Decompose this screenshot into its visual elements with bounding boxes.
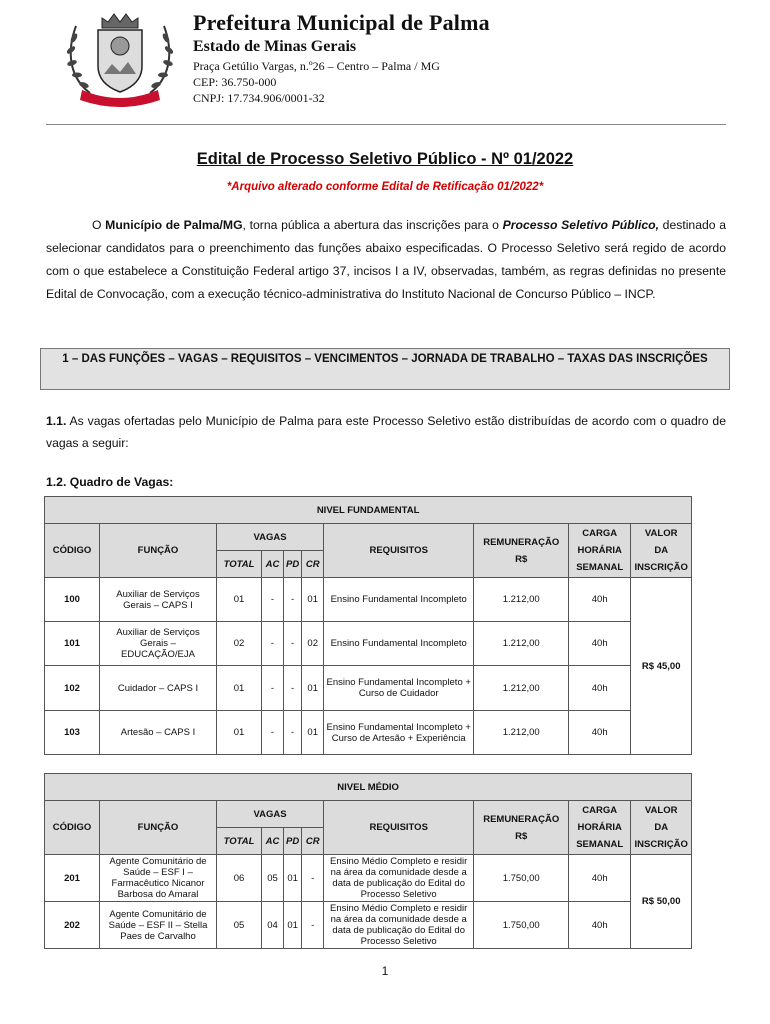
- cell-ac: 04: [262, 902, 284, 949]
- cell-total: 06: [217, 855, 262, 902]
- col-requisitos: REQUISITOS: [324, 801, 474, 855]
- intro-municipality: Município de Palma/MG: [105, 218, 243, 232]
- state-name: Estado de Minas Gerais: [193, 38, 357, 55]
- cell-ac: 05: [262, 855, 284, 902]
- col-funcao: FUNÇÃO: [100, 524, 217, 578]
- level-band: NIVEL MÉDIO: [45, 774, 692, 801]
- col-remuneracao: [474, 524, 569, 578]
- col-codigo: CÓDIGO: [45, 801, 100, 855]
- cell-remuneration: 1.212,00: [474, 622, 569, 666]
- cell-remuneration: 1.212,00: [474, 711, 569, 755]
- col-carga: [569, 524, 631, 578]
- cell-requirements: Ensino Médio Completo e residir na área da comunidade desde a data de publicação do Edital do Processo Seletivo: [324, 855, 474, 902]
- cell-requirements: Ensino Médio Completo e residir na área da comunidade desde a data de publicação do Edital do Processo Seletivo: [324, 902, 474, 949]
- cell-fee: R$ 50,00: [631, 855, 692, 949]
- cell-pd: -: [284, 666, 302, 711]
- col-vagas: VAGAS: [217, 801, 324, 828]
- intro-text: O: [92, 218, 106, 232]
- header-text: VALOR: [644, 805, 678, 816]
- intro-text: destinado a selecionar candidatos para o preenchimento das funções abaixo especificadas. O Processo Seletivo será regido de acordo com o que estabelece a Constituição Federal artigo 37, incisos I a IV, observadas, também, as regras definidas no presente Edital de Convocação, com a execução técnico-administrativa do Instituto Nacional de Concurso Público – INCP.: [46, 218, 726, 301]
- header-text: INSCRIÇÃO: [634, 839, 688, 850]
- cell-hours: 40h: [569, 578, 631, 622]
- col-funcao: FUNÇÃO: [100, 801, 217, 855]
- cell-cr: 01: [302, 578, 324, 622]
- cnpj-line: CNPJ: 17.734.906/0001-32: [193, 91, 325, 105]
- table-row: [45, 666, 692, 711]
- col-valor: [631, 801, 692, 855]
- header-text: HORÁRIA: [577, 545, 622, 556]
- address-line: Praça Getúlio Vargas, n.º26 – Centro – Palma / MG: [193, 59, 440, 73]
- col-valor: [631, 524, 692, 578]
- intro-process: Processo Seletivo Público,: [502, 218, 659, 232]
- intro-paragraph: [46, 214, 726, 306]
- cell-hours: 40h: [569, 902, 631, 949]
- col-total: TOTAL: [217, 828, 262, 855]
- col-vagas: VAGAS: [217, 524, 324, 551]
- header-text: DA: [654, 545, 669, 556]
- paragraph-text: As vagas ofertadas pelo Município de Palma para este Processo Seletivo estão distribuídas de acordo com o quadro de vagas a seguir:: [46, 414, 726, 450]
- cell-cr: -: [302, 902, 324, 949]
- cell-total: 02: [217, 622, 262, 666]
- cell-hours: 40h: [569, 666, 631, 711]
- cell-total: 01: [217, 578, 262, 622]
- cell-total: 05: [217, 902, 262, 949]
- cell-remuneration: 1.212,00: [474, 666, 569, 711]
- cell-pd: 01: [284, 902, 302, 949]
- cell-total: 01: [217, 666, 262, 711]
- cell-function: Auxiliar de Serviços Gerais – EDUCAÇÃO/EJA: [100, 622, 217, 666]
- cell-function: Agente Comunitário de Saúde – ESF I – Farmacêutico Nicanor Barbosa do Amaral: [100, 855, 217, 902]
- cell-cr: 01: [302, 666, 324, 711]
- cell-requirements: Ensino Fundamental Incompleto: [324, 622, 474, 666]
- cell-code: 100: [45, 578, 100, 622]
- retification-note: *Arquivo alterado conforme Edital de Retificação 01/2022*: [226, 181, 544, 193]
- cell-requirements: Ensino Fundamental Incompleto: [324, 578, 474, 622]
- cell-cr: 02: [302, 622, 324, 666]
- col-requisitos: REQUISITOS: [324, 524, 474, 578]
- col-codigo: CÓDIGO: [45, 524, 100, 578]
- col-pd: PD: [284, 828, 302, 855]
- col-carga: [569, 801, 631, 855]
- cell-pd: -: [284, 622, 302, 666]
- municipal-seal-icon: [60, 8, 180, 108]
- letterhead: [58, 6, 738, 122]
- vacancies-table-fundamental: [44, 496, 692, 755]
- header-text: R$: [515, 830, 528, 842]
- cell-function: Artesão – CAPS I: [100, 711, 217, 755]
- cell-code: 202: [45, 902, 100, 949]
- cell-hours: 40h: [569, 622, 631, 666]
- cell-code: 201: [45, 855, 100, 902]
- municipality-title: Prefeitura Municipal de Palma: [193, 10, 490, 35]
- col-ac: AC: [262, 828, 284, 855]
- cell-pd: -: [284, 711, 302, 755]
- col-ac: AC: [262, 551, 284, 578]
- col-cr: CR: [302, 828, 324, 855]
- cep-line: CEP: 36.750-000: [193, 75, 277, 89]
- header-text: VALOR: [644, 528, 678, 539]
- header-text: SEMANAL: [576, 839, 624, 850]
- paragraph-number: 1.1.: [46, 414, 67, 428]
- cell-function: Auxiliar de Serviços Gerais – CAPS I: [100, 578, 217, 622]
- cell-code: 103: [45, 711, 100, 755]
- vacancies-table-medio: [44, 773, 692, 949]
- header-text: SEMANAL: [576, 562, 624, 573]
- cell-ac: -: [262, 666, 284, 711]
- header-text: DA: [654, 822, 669, 833]
- cell-function: Agente Comunitário de Saúde – ESF II – Stella Paes de Carvalho: [100, 902, 217, 949]
- col-cr: CR: [302, 551, 324, 578]
- cell-cr: 01: [302, 711, 324, 755]
- cell-remuneration: 1.750,00: [474, 902, 569, 949]
- table-row: [45, 711, 692, 755]
- table-row: [45, 622, 692, 666]
- col-pd: PD: [284, 551, 302, 578]
- vacancies-heading: 1.2. Quadro de Vagas:: [46, 475, 174, 489]
- level-band: NIVEL FUNDAMENTAL: [45, 497, 692, 524]
- cell-remuneration: 1.212,00: [474, 578, 569, 622]
- header-text: INSCRIÇÃO: [634, 562, 688, 573]
- cell-pd: -: [284, 578, 302, 622]
- header-text: HORÁRIA: [577, 822, 622, 833]
- cell-ac: -: [262, 711, 284, 755]
- cell-remuneration: 1.750,00: [474, 855, 569, 902]
- cell-code: 102: [45, 666, 100, 711]
- cell-function: Cuidador – CAPS I: [100, 666, 217, 711]
- header-divider: [46, 124, 726, 125]
- table-row: [45, 855, 692, 902]
- header-text: CARGA: [582, 805, 618, 816]
- cell-pd: 01: [284, 855, 302, 902]
- intro-text: , torna pública a abertura das inscrições para o: [242, 218, 503, 232]
- table-row: [45, 902, 692, 949]
- cell-fee: R$ 45,00: [631, 578, 692, 755]
- cell-hours: 40h: [569, 711, 631, 755]
- cell-cr: -: [302, 855, 324, 902]
- header-text: REMUNERAÇÃO: [483, 536, 560, 548]
- cell-code: 101: [45, 622, 100, 666]
- cell-requirements: Ensino Fundamental Incompleto + Curso de Cuidador: [324, 666, 474, 711]
- cell-total: 01: [217, 711, 262, 755]
- header-text: R$: [515, 553, 528, 565]
- section-heading-box: [40, 348, 730, 390]
- table-row: [45, 578, 692, 622]
- paragraph-1-1: [46, 410, 726, 454]
- document-title: Edital de Processo Seletivo Público - Nº 01/2022: [196, 150, 574, 168]
- cell-hours: 40h: [569, 855, 631, 902]
- cell-requirements: Ensino Fundamental Incompleto + Curso de Artesão + Experiência: [324, 711, 474, 755]
- header-text: CARGA: [582, 528, 618, 539]
- section-heading: 1 – DAS FUNÇÕES – VAGAS – REQUISITOS – VENCIMENTOS – JORNADA DE TRABALHO – TAXAS DAS INSCRIÇÕES: [62, 353, 708, 365]
- col-total: TOTAL: [217, 551, 262, 578]
- page-number: 1: [381, 964, 389, 978]
- cell-ac: -: [262, 578, 284, 622]
- cell-ac: -: [262, 622, 284, 666]
- header-text: REMUNERAÇÃO: [483, 813, 560, 825]
- col-remuneracao: [474, 801, 569, 855]
